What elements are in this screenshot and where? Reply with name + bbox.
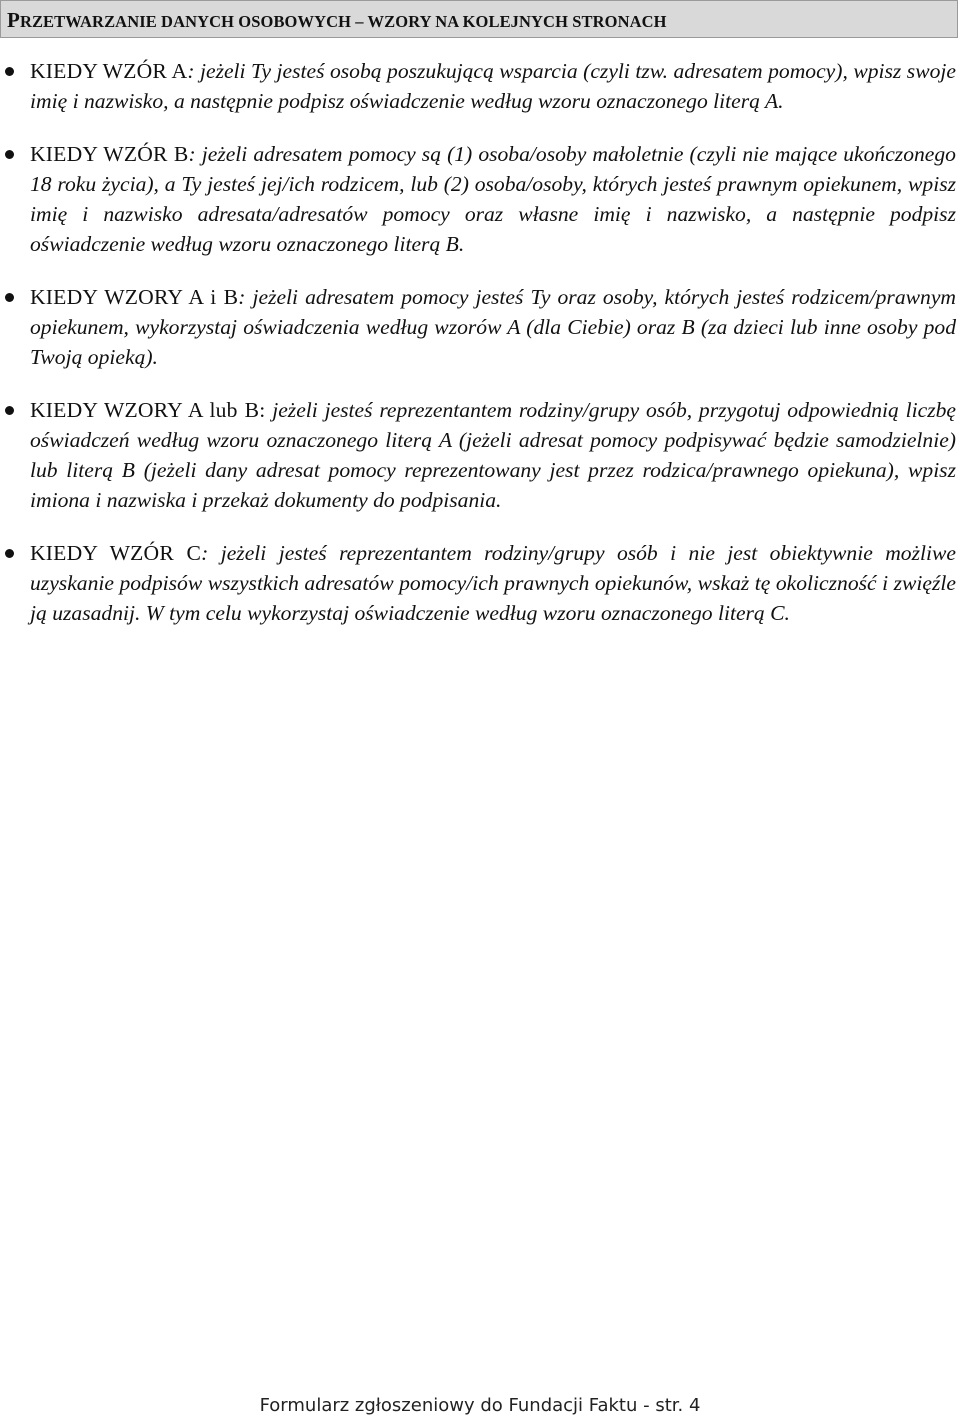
item-text: : jeżeli adresatem pomocy są (1) osoba/osoby małoletnie (czyli nie mające ukończonego 18 roku życia), a Ty jesteś jej/ich rodzicem, lub (2) osoba/osoby, których jesteś prawnym opiekunem, wpisz imię i nazwisko adresata/adresatów pomocy oraz własne imię i nazwisko, a następnie podpisz oświadczenie według wzoru oznaczonego literą B. bbox=[30, 142, 956, 256]
list-item-wzory-a-i-b bbox=[0, 282, 960, 372]
item-text: : jeżeli Ty jesteś osobą poszukującą wsparcia (czyli tzw. adresatem pomocy), wpisz swoje imię i nazwisko, a następnie podpisz oświadczenie według wzoru oznaczonego literą A. bbox=[30, 59, 956, 113]
section-title-rest: RZETWARZANIE DANYCH OSOBOWYCH – WZORY NA KOLEJNYCH STRONACH bbox=[19, 12, 667, 31]
item-keyword: KIEDY WZORY A lub B: bbox=[30, 398, 266, 422]
section-header bbox=[0, 0, 958, 38]
item-keyword: KIEDY WZORY A i B bbox=[30, 285, 239, 309]
bullet-icon bbox=[5, 406, 14, 415]
bullet-icon bbox=[5, 67, 14, 76]
bullet-icon bbox=[5, 549, 14, 558]
section-title bbox=[7, 8, 667, 33]
item-keyword: KIEDY WZÓR C bbox=[30, 541, 202, 565]
section-title-initial: P bbox=[7, 8, 20, 32]
bullet-icon bbox=[5, 150, 14, 159]
item-text: : jeżeli adresatem pomocy jesteś Ty oraz osoby, których jesteś rodzicem/prawnym opiekunem, wykorzystaj oświadczenia według wzorów A (dla Ciebie) oraz B (za dzieci lub inne osoby pod Twoją opieką). bbox=[30, 285, 957, 369]
list-item-wzor-c bbox=[0, 538, 960, 628]
item-text: : jeżeli jesteś reprezentantem rodziny/grupy osób i nie jest obiektywnie możliwe uzyskanie podpisów wszystkich adresatów pomocy/ich prawnych opiekunów, wskaż tę okoliczność i zwięźle ją uzasadnij. W tym celu wykorzystaj oświadczenie według wzoru oznaczonego literą C. bbox=[30, 541, 956, 625]
item-keyword: KIEDY WZÓR A bbox=[30, 59, 188, 83]
bullet-icon bbox=[5, 293, 14, 302]
list-item-wzor-a bbox=[0, 56, 960, 116]
list-item-wzory-a-lub-b bbox=[0, 395, 960, 515]
list-item-wzor-b bbox=[0, 139, 960, 259]
item-text: jeżeli jesteś reprezentantem rodziny/grupy osób, przygotuj odpowiednią liczbę oświadczeń według wzoru oznaczonego literą A (jeżeli adresat pomocy podpisywać będzie samodzielnie) lub literą B (jeżeli dany adresat pomocy reprezentowany jest przez rodzica/prawnego opiekuna), wpisz imiona i nazwiska i przekaż dokumenty do podpisania. bbox=[30, 398, 956, 512]
instruction-list bbox=[0, 56, 960, 651]
page-footer: Formularz zgłoszeniowy do Fundacji Faktu - str. 4 bbox=[259, 1395, 701, 1416]
item-keyword: KIEDY WZÓR B bbox=[30, 142, 189, 166]
